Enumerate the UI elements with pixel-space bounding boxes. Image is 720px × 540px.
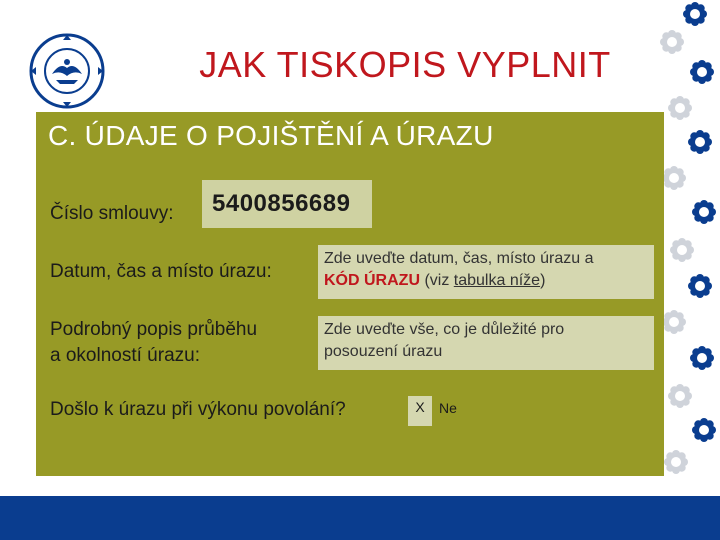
accident-date-note-pre: (viz: [420, 272, 454, 289]
description-label-line2: a okolností úrazu:: [50, 345, 200, 366]
decorative-flower: [668, 96, 692, 120]
section-heading: C. ÚDAJE O POJIŠTĚNÍ A ÚRAZU: [48, 120, 494, 151]
contract-number-field[interactable]: 5400856689: [202, 180, 372, 228]
decorative-flower: [683, 2, 707, 26]
decorative-flower: [692, 418, 716, 442]
accident-code-text: KÓD ÚRAZU: [324, 272, 420, 289]
description-note-line2: posouzení úrazu: [324, 343, 443, 360]
decorative-flower: [670, 238, 694, 262]
accident-date-note-line1: Zde uveďte datum, čas, místo úrazu a: [324, 250, 594, 267]
decorative-flower: [662, 166, 686, 190]
decorative-flower: [692, 200, 716, 224]
insurance-section-panel: [36, 112, 664, 476]
page-title: JAK TISKOPIS VYPLNIT: [199, 44, 611, 85]
decorative-flower-pattern: [660, 0, 720, 480]
table-below-link[interactable]: tabulka níže: [453, 272, 541, 289]
work-accident-question: Došlo k úrazu při výkonu povolání?: [50, 399, 346, 420]
decorative-flower: [660, 30, 684, 54]
work-accident-checkbox[interactable]: X: [408, 396, 432, 426]
accident-date-note-post: ): [540, 272, 546, 289]
bottom-bar: [0, 496, 720, 540]
description-label-line1: Podrobný popis průběhu: [50, 319, 258, 340]
decorative-flower: [688, 130, 712, 154]
accident-date-note-line2: [324, 270, 648, 292]
decorative-flower: [690, 346, 714, 370]
organization-logo: [28, 32, 106, 110]
description-note-line1: Zde uveďte vše, co je důležité pro: [324, 321, 565, 338]
decorative-flower: [690, 60, 714, 84]
decorative-flower: [668, 384, 692, 408]
work-accident-answer: Ne: [439, 400, 457, 416]
decorative-flower: [664, 450, 688, 474]
contract-number-label: Číslo smlouvy:: [50, 203, 174, 224]
accident-date-field[interactable]: [318, 245, 654, 299]
decorative-flower: [688, 274, 712, 298]
decorative-flower: [662, 310, 686, 334]
accident-date-label: Datum, čas a místo úrazu:: [50, 261, 272, 282]
accident-description-field[interactable]: [318, 316, 654, 370]
